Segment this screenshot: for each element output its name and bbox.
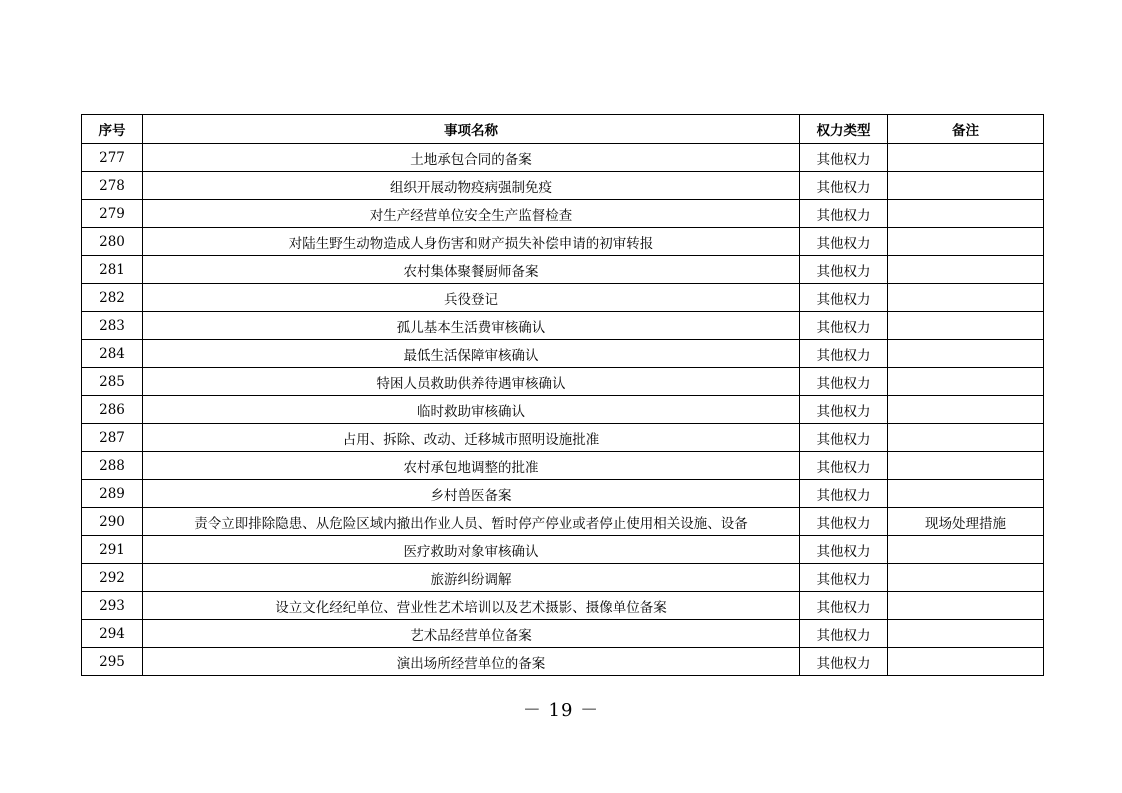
table-row bbox=[82, 424, 1044, 452]
cell-number: 294 bbox=[82, 620, 143, 648]
cell-note: 现场处理措施 bbox=[888, 508, 1044, 536]
header-item-name: 事项名称 bbox=[143, 115, 800, 144]
cell-power-type: 其他权力 bbox=[800, 508, 888, 536]
cell-number: 288 bbox=[82, 452, 143, 480]
cell-note bbox=[888, 284, 1044, 312]
cell-note bbox=[888, 536, 1044, 564]
cell-item-name: 特困人员救助供养待遇审核确认 bbox=[143, 368, 800, 396]
power-list-table bbox=[81, 114, 1044, 676]
cell-item-name: 乡村兽医备案 bbox=[143, 480, 800, 508]
cell-number: 287 bbox=[82, 424, 143, 452]
cell-power-type: 其他权力 bbox=[800, 564, 888, 592]
table-row bbox=[82, 256, 1044, 284]
cell-note bbox=[888, 424, 1044, 452]
cell-note bbox=[888, 144, 1044, 172]
cell-note bbox=[888, 256, 1044, 284]
table-row bbox=[82, 564, 1044, 592]
cell-note bbox=[888, 564, 1044, 592]
power-list-table-container bbox=[81, 114, 1043, 676]
cell-number: 289 bbox=[82, 480, 143, 508]
table-row bbox=[82, 228, 1044, 256]
cell-item-name: 孤儿基本生活费审核确认 bbox=[143, 312, 800, 340]
cell-item-name: 艺术品经营单位备案 bbox=[143, 620, 800, 648]
cell-note bbox=[888, 592, 1044, 620]
cell-note bbox=[888, 648, 1044, 676]
table-row bbox=[82, 312, 1044, 340]
cell-note bbox=[888, 620, 1044, 648]
cell-power-type: 其他权力 bbox=[800, 312, 888, 340]
table-row bbox=[82, 200, 1044, 228]
cell-item-name: 农村承包地调整的批准 bbox=[143, 452, 800, 480]
cell-power-type: 其他权力 bbox=[800, 592, 888, 620]
cell-item-name: 兵役登记 bbox=[143, 284, 800, 312]
cell-number: 282 bbox=[82, 284, 143, 312]
cell-number: 293 bbox=[82, 592, 143, 620]
cell-note bbox=[888, 172, 1044, 200]
cell-number: 281 bbox=[82, 256, 143, 284]
table-row bbox=[82, 620, 1044, 648]
table-row bbox=[82, 648, 1044, 676]
cell-power-type: 其他权力 bbox=[800, 256, 888, 284]
cell-item-name: 组织开展动物疫病强制免疫 bbox=[143, 172, 800, 200]
cell-note bbox=[888, 340, 1044, 368]
cell-note bbox=[888, 452, 1044, 480]
cell-note bbox=[888, 396, 1044, 424]
cell-item-name: 责令立即排除隐患、从危险区域内撤出作业人员、暂时停产停业或者停止使用相关设施、设备 bbox=[143, 508, 800, 536]
cell-note bbox=[888, 312, 1044, 340]
cell-power-type: 其他权力 bbox=[800, 172, 888, 200]
header-number: 序号 bbox=[82, 115, 143, 144]
cell-power-type: 其他权力 bbox=[800, 424, 888, 452]
cell-item-name: 最低生活保障审核确认 bbox=[143, 340, 800, 368]
cell-item-name: 对生产经营单位安全生产监督检查 bbox=[143, 200, 800, 228]
cell-item-name: 旅游纠纷调解 bbox=[143, 564, 800, 592]
cell-number: 285 bbox=[82, 368, 143, 396]
cell-number: 278 bbox=[82, 172, 143, 200]
cell-power-type: 其他权力 bbox=[800, 144, 888, 172]
cell-number: 295 bbox=[82, 648, 143, 676]
cell-number: 292 bbox=[82, 564, 143, 592]
cell-power-type: 其他权力 bbox=[800, 648, 888, 676]
cell-power-type: 其他权力 bbox=[800, 452, 888, 480]
table-row bbox=[82, 480, 1044, 508]
cell-note bbox=[888, 200, 1044, 228]
cell-power-type: 其他权力 bbox=[800, 228, 888, 256]
table-row bbox=[82, 144, 1044, 172]
cell-number: 286 bbox=[82, 396, 143, 424]
table-row bbox=[82, 340, 1044, 368]
table-row bbox=[82, 508, 1044, 536]
page-number: － 19 － bbox=[522, 700, 600, 721]
header-power-type: 权力类型 bbox=[800, 115, 888, 144]
cell-number: 290 bbox=[82, 508, 143, 536]
cell-item-name: 土地承包合同的备案 bbox=[143, 144, 800, 172]
table-body bbox=[82, 144, 1044, 676]
cell-number: 291 bbox=[82, 536, 143, 564]
table-row bbox=[82, 396, 1044, 424]
cell-power-type: 其他权力 bbox=[800, 284, 888, 312]
cell-number: 280 bbox=[82, 228, 143, 256]
cell-power-type: 其他权力 bbox=[800, 536, 888, 564]
cell-item-name: 占用、拆除、改动、迁移城市照明设施批准 bbox=[143, 424, 800, 452]
cell-item-name: 医疗救助对象审核确认 bbox=[143, 536, 800, 564]
table-row bbox=[82, 452, 1044, 480]
cell-item-name: 农村集体聚餐厨师备案 bbox=[143, 256, 800, 284]
table-row bbox=[82, 536, 1044, 564]
table-row bbox=[82, 368, 1044, 396]
table-row bbox=[82, 592, 1044, 620]
cell-power-type: 其他权力 bbox=[800, 200, 888, 228]
table-row bbox=[82, 284, 1044, 312]
cell-number: 284 bbox=[82, 340, 143, 368]
table-header-row bbox=[82, 115, 1044, 144]
cell-power-type: 其他权力 bbox=[800, 396, 888, 424]
cell-item-name: 对陆生野生动物造成人身伤害和财产损失补偿申请的初审转报 bbox=[143, 228, 800, 256]
header-note: 备注 bbox=[888, 115, 1044, 144]
cell-power-type: 其他权力 bbox=[800, 340, 888, 368]
cell-note bbox=[888, 228, 1044, 256]
cell-note bbox=[888, 480, 1044, 508]
cell-item-name: 临时救助审核确认 bbox=[143, 396, 800, 424]
cell-power-type: 其他权力 bbox=[800, 480, 888, 508]
table-row bbox=[82, 172, 1044, 200]
cell-item-name: 演出场所经营单位的备案 bbox=[143, 648, 800, 676]
cell-note bbox=[888, 368, 1044, 396]
cell-number: 279 bbox=[82, 200, 143, 228]
cell-number: 277 bbox=[82, 144, 143, 172]
cell-power-type: 其他权力 bbox=[800, 368, 888, 396]
cell-power-type: 其他权力 bbox=[800, 620, 888, 648]
cell-number: 283 bbox=[82, 312, 143, 340]
cell-item-name: 设立文化经纪单位、营业性艺术培训以及艺术摄影、摄像单位备案 bbox=[143, 592, 800, 620]
